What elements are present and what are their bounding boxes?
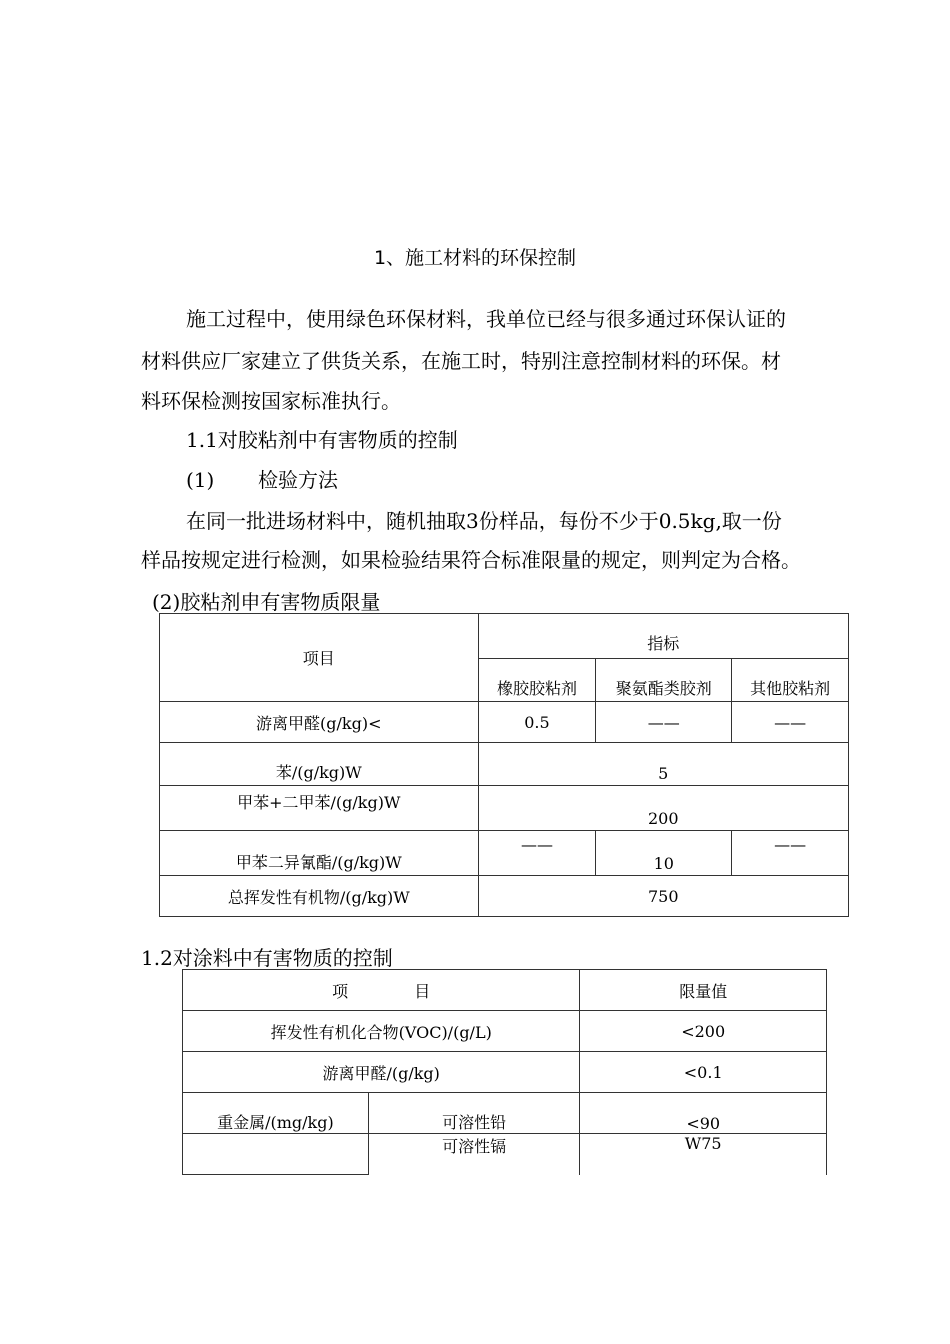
header-index: 指标 [478, 614, 848, 659]
table-row [183, 1011, 827, 1052]
table-row [183, 1134, 827, 1175]
table1-caption: (2)胶粘剂申有害物质限量 [152, 590, 381, 614]
row-name: 甲苯二异氰酯/(g/kg)W [160, 831, 479, 876]
table-row [160, 702, 849, 743]
cell-value: 200 [478, 786, 848, 831]
table-row [160, 876, 849, 917]
header-polyurethane-adhesive: 聚氨酯类胶剂 [596, 659, 732, 702]
adhesive-limits-table [159, 613, 849, 917]
cell-value: —— [732, 831, 849, 876]
table-row [160, 743, 849, 786]
cell-value: <90 [580, 1093, 827, 1134]
row-name: 游离甲醛(g/kg)< [160, 702, 479, 743]
row-name: 重金属/(mg/kg) [183, 1093, 369, 1134]
table-row [160, 786, 849, 831]
empty-cell [183, 1134, 369, 1175]
row-name: 苯/(g/kg)W [160, 743, 479, 786]
intro-line-1: 施工过程中，使用绿色环保材料，我单位已经与很多通过环保认证的 [186, 307, 786, 331]
cell-value: —— [596, 702, 732, 743]
cell-value: 0.5 [478, 702, 596, 743]
cell-value: <0.1 [580, 1052, 827, 1093]
cell-value: <200 [580, 1011, 827, 1052]
cell-value: —— [478, 831, 596, 876]
header-other-adhesive: 其他胶粘剂 [732, 659, 849, 702]
header-item-part-1: 项 [332, 981, 349, 1001]
header-item-part-2: 目 [414, 981, 431, 1001]
cell-value: 5 [478, 743, 848, 786]
cell-value: W75 [580, 1134, 827, 1175]
section-heading-1-2: 1.2对涂料中有害物质的控制 [141, 946, 393, 970]
row-name: 总挥发性有机物/(g/kg)W [160, 876, 479, 917]
page-title: 1、施工材料的环保控制 [373, 247, 577, 269]
cell-value: —— [732, 702, 849, 743]
cell-value: 10 [596, 831, 732, 876]
cell-value: 750 [478, 876, 848, 917]
header-item [183, 970, 580, 1011]
row-name: 可溶性镉 [368, 1134, 580, 1175]
header-rubber-adhesive: 橡胶胶粘剂 [478, 659, 596, 702]
header-item: 项目 [160, 614, 479, 702]
section-heading-1-1: 1.1对胶粘剂中有害物质的控制 [186, 428, 458, 452]
intro-line-2: 材料供应厂家建立了供货关系，在施工时，特别注意控制材料的环保。材 [141, 349, 781, 373]
table-row [160, 831, 849, 876]
method-line-1: 在同一批进场材料中，随机抽取3份样品，每份不少于0.5kg,取一份 [186, 509, 782, 533]
table-row [183, 1052, 827, 1093]
coating-limits-table [182, 969, 827, 1175]
row-name: 游离甲醛/(g/kg) [183, 1052, 580, 1093]
intro-line-3: 料环保检测按国家标准执行。 [141, 389, 401, 413]
row-name: 挥发性有机化合物(VOC)/(g/L) [183, 1011, 580, 1052]
table-row [183, 1093, 827, 1134]
row-name: 可溶性铅 [368, 1093, 580, 1134]
method-number: (1) [186, 468, 215, 492]
header-limit: 限量值 [580, 970, 827, 1011]
row-name: 甲苯+二甲苯/(g/kg)W [160, 786, 479, 831]
method-line-2: 样品按规定进行检测，如果检验结果符合标准限量的规定，则判定为合格。 [141, 548, 801, 572]
method-label: 检验方法 [258, 468, 338, 492]
